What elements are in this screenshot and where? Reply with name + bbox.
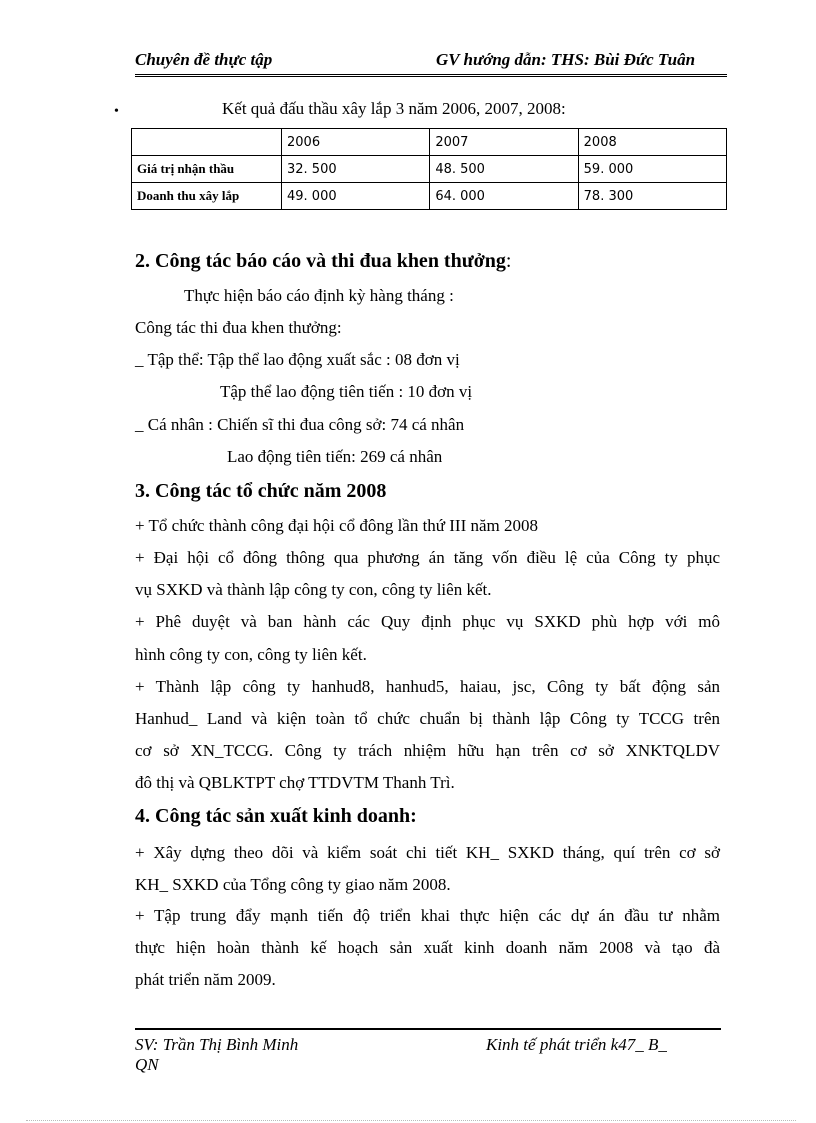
table-header-row	[132, 129, 727, 156]
footer-right: Kinh tế phát triển k47_ B_	[486, 1035, 667, 1054]
table-row	[132, 156, 727, 183]
paragraph-line: + Đại hội cổ đông thông qua phương án tăng vốn điều lệ của Công ty phục	[135, 548, 720, 567]
bullet: •	[114, 104, 119, 119]
table-cell: 49. 000	[282, 183, 430, 210]
table-cell: 59. 000	[578, 156, 726, 183]
year-header: 2007	[430, 129, 578, 156]
paragraph-line: Hanhud_ Land và kiện toàn tổ chức chuẩn bị thành lập Công ty TCCG trên	[135, 709, 720, 728]
paragraph-line: + Tập trung đẩy mạnh tiến độ triển khai thực hiện các dự án đầu tư nhằm	[135, 906, 720, 925]
footer-left-line2: QN	[135, 1055, 159, 1074]
paragraph-line: thực hiện hoàn thành kế hoạch sản xuất kinh doanh năm 2008 và tạo đà	[135, 938, 720, 957]
footer-divider	[135, 1028, 721, 1030]
paragraph-line: _ Cá nhân : Chiến sĩ thi đua công sở: 74 cá nhân	[135, 415, 465, 434]
footer-left-line1: SV: Trần Thị Bình Minh	[135, 1035, 299, 1054]
paragraph-line: cơ sở XN_TCCG. Công ty trách nhiệm hữu hạn trên cơ sở XNKTQLDV	[135, 741, 720, 760]
table-corner-cell	[132, 129, 282, 156]
page-edge-dots	[26, 1120, 796, 1121]
table-cell: 48. 500	[430, 156, 578, 183]
row-label: Giá trị nhận thầu	[132, 156, 282, 183]
results-table	[131, 128, 727, 210]
paragraph-line: phát triển năm 2009.	[135, 970, 276, 989]
year-header: 2008	[578, 129, 726, 156]
header-left: Chuyên đề thực tập	[135, 50, 273, 69]
paragraph-line: KH_ SXKD của Tổng công ty giao năm 2008.	[135, 875, 451, 894]
paragraph-line: Lao động tiên tiến: 269 cá nhân	[227, 447, 443, 466]
section-2-heading-colon: :	[505, 250, 512, 272]
paragraph-line: + Phê duyệt và ban hành các Quy định phục vụ SXKD phù hợp với mô	[135, 612, 720, 631]
header-divider	[135, 74, 727, 77]
paragraph-line: Tập thể lao động tiên tiến : 10 đơn vị	[220, 382, 473, 401]
row-label: Doanh thu xây lắp	[132, 183, 282, 210]
paragraph-line: + Xây dựng theo dõi và kiểm soát chi tiết KH_ SXKD tháng, quí trên cơ sở	[135, 843, 720, 862]
section-4-heading: 4. Công tác sản xuất kinh doanh:	[135, 805, 417, 827]
paragraph-line: Thực hiện báo cáo định kỳ hàng tháng :	[184, 286, 454, 305]
header-right: GV hướng dẫn: THS: Bùi Đức Tuân	[436, 50, 696, 69]
section-3-heading: 3. Công tác tổ chức năm 2008	[135, 480, 387, 502]
paragraph-line: vụ SXKD và thành lập công ty con, công ty liên kết.	[135, 580, 492, 599]
paragraph-line: + Thành lập công ty hanhud8, hanhud5, haiau, jsc, Công ty bất động sản	[135, 677, 720, 696]
table-cell: 32. 500	[282, 156, 430, 183]
table-caption: Kết quả đấu thầu xây lắp 3 năm 2006, 2007, 2008:	[222, 99, 566, 118]
paragraph-line: hình công ty con, công ty liên kết.	[135, 645, 367, 664]
section-2-heading-text: 2. Công tác báo cáo và thi đua khen thưởng	[135, 250, 506, 272]
table-cell: 78. 300	[578, 183, 726, 210]
paragraph-line: Công tác thi đua khen thưởng:	[135, 318, 342, 337]
paragraph-line: + Tổ chức thành công đại hội cổ đông lần thứ III năm 2008	[135, 516, 539, 535]
year-header: 2006	[282, 129, 430, 156]
table-cell: 64. 000	[430, 183, 578, 210]
table-row	[132, 183, 727, 210]
section-2-heading	[135, 250, 511, 273]
paragraph-line: _ Tập thể: Tập thể lao động xuất sắc : 08 đơn vị	[135, 350, 460, 369]
paragraph-line: đô thị và QBLKTPT chợ TTDVTM Thanh Trì.	[135, 773, 455, 792]
